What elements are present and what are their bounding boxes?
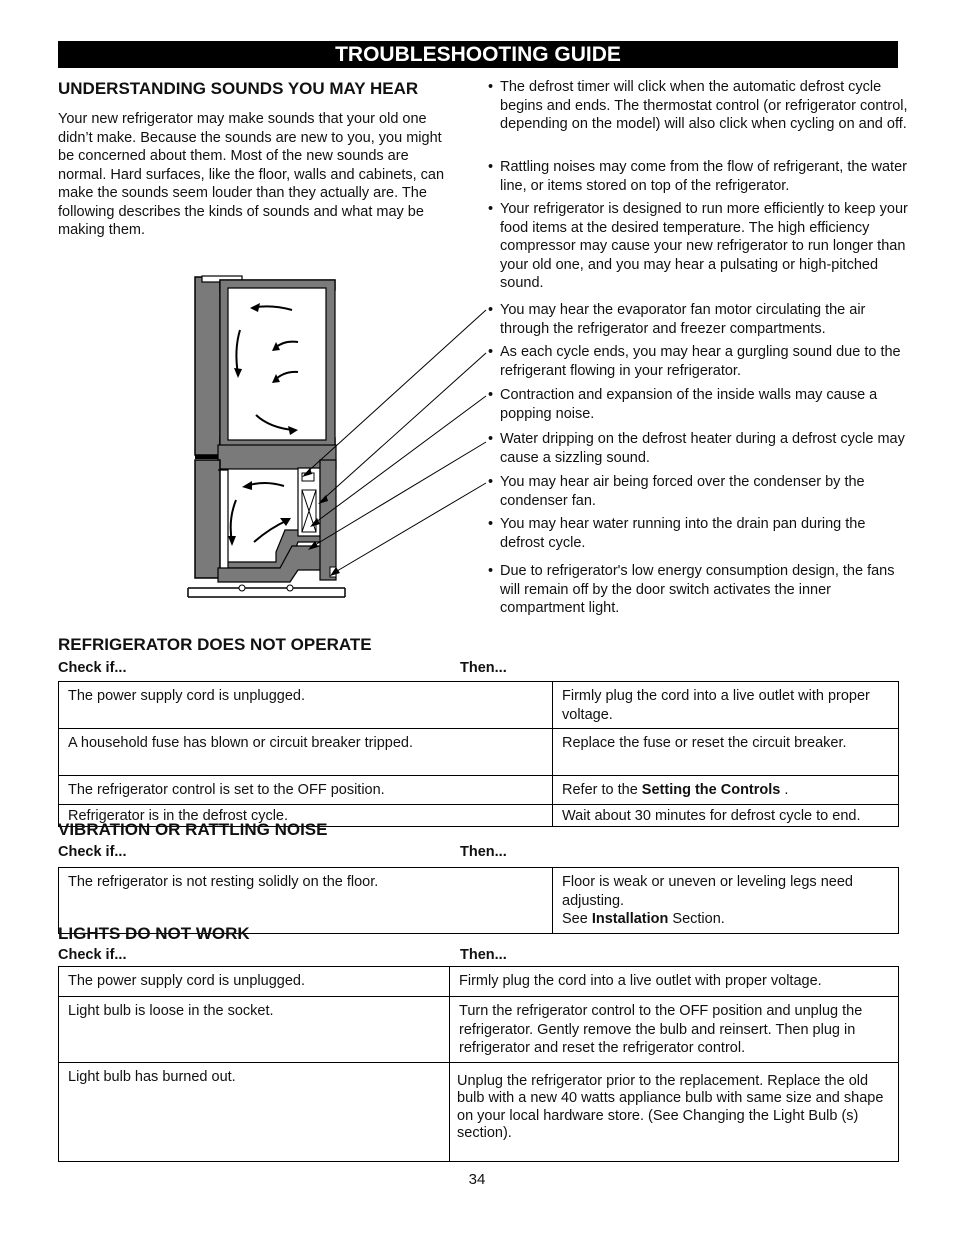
airflow-arrow (231, 500, 236, 542)
sound-bullet-drain-pan: • You may hear water running into the drain pan during the defrost cycle. (486, 515, 910, 552)
sound-bullet-gurgling: • As each cycle ends, you may hear a gurgling sound due to the refrigerant flowing in your refrigerator. (486, 343, 910, 380)
vibration-then-header: Then... (460, 844, 507, 860)
not-operate-table (58, 681, 899, 827)
table-row (59, 682, 899, 729)
check-cell: The power supply cord is unplugged. (59, 967, 450, 997)
sound-bullet-fans-off: • Due to refrigerator's low energy consumption design, the fans will remain off by the door switch activates the inner compartment light. (486, 562, 910, 618)
lights-check-header: Check if... (58, 947, 127, 963)
page-number: 34 (468, 1171, 486, 1188)
setting-the-controls-reference: Setting the Controls (641, 782, 781, 798)
then-cell: Wait about 30 minutes for defrost cycle to end. (553, 805, 899, 827)
sounds-intro: Your new refrigerator may make sounds that your old one didn’t make. Because the sounds are new to you, you might be concerned about them. Most of the new sounds are normal. Hard surfaces, like the floor, walls and cabinets, can make the sounds seem louder than they actually are. The following describes the kinds of sounds and what may be making them. (58, 111, 445, 238)
then-cell: Unplug the refrigerator prior to the replacement. Replace the old bulb with a new 40 watts appliance bulb with same size and shape on your local hardware store. (See Changing the Light Bulb (s) section). (450, 1062, 899, 1161)
sound-bullet-sizzling: • Water dripping on the defrost heater during a defrost cycle may cause a sizzling sound. (486, 430, 910, 467)
check-cell: The refrigerator is not resting solidly on the floor. (59, 868, 553, 934)
leader-line (332, 483, 486, 574)
refrigerator-base (188, 585, 345, 597)
then-text (562, 910, 889, 929)
then-text: See (562, 911, 592, 927)
leader-line (320, 353, 486, 502)
sound-bullet-popping: • Contraction and expansion of the inside walls may cause a popping noise. (486, 386, 910, 423)
sound-bullet-compressor: • Your refrigerator is designed to run more efficiently to keep your food items at the desired temperature. The high efficiency compressor may cause your new refrigerator to run longer than your old one, and you may hear a pulsating or high-pitched sound. (486, 200, 910, 293)
vibration-heading: VIBRATION OR RATTLING NOISE (58, 820, 328, 839)
then-cell (553, 776, 899, 805)
sound-bullet-condenser-fan: • You may hear air being forced over the condenser by the condenser fan. (486, 473, 910, 510)
lights-heading: LIGHTS DO NOT WORK (58, 924, 250, 943)
sounds-heading: UNDERSTANDING SOUNDS YOU MAY HEAR (58, 79, 419, 98)
sound-bullet-defrost-timer: • The defrost timer will click when the automatic defrost cycle begins and ends. The thermostat control (or refrigerator control, depending on the model) will also click when cycling on and off. (486, 78, 910, 134)
table-row (59, 729, 899, 776)
leader-line (312, 396, 486, 525)
then-cell: Firmly plug the cord into a live outlet with proper voltage. (553, 682, 899, 729)
vibration-check-header: Check if... (58, 844, 127, 860)
then-cell (553, 868, 899, 934)
then-text: . (780, 782, 789, 798)
not-operate-check-header: Check if... (58, 660, 127, 676)
then-text: Refer to the (562, 782, 642, 798)
refrigerator-diagram (180, 270, 500, 605)
refrigerator-compartment-shape (195, 276, 335, 455)
check-cell: A household fuse has blown or circuit breaker tripped. (59, 729, 553, 776)
table-row (59, 967, 899, 997)
then-cell: Turn the refrigerator control to the OFF position and unplug the refrigerator. Gently remove the bulb and reinsert. Then plug in refrigerator and reset the refrigerator control. (450, 997, 899, 1063)
then-text: Section. (668, 911, 725, 927)
installation-reference: Installation (591, 911, 669, 927)
check-cell: The refrigerator control is set to the OFF position. (59, 776, 553, 805)
check-cell: Light bulb has burned out. (59, 1062, 450, 1161)
then-cell: Firmly plug the cord into a live outlet with proper voltage. (450, 967, 899, 997)
page-title: TROUBLESHOOTING GUIDE (58, 41, 898, 68)
then-cell: Replace the fuse or reset the circuit breaker. (553, 729, 899, 776)
table-row (59, 1062, 899, 1161)
table-row (59, 776, 899, 805)
check-cell: The power supply cord is unplugged. (59, 682, 553, 729)
lights-table (58, 966, 899, 1162)
sound-bullet-evaporator-fan: • You may hear the evaporator fan motor circulating the air through the refrigerator and freezer compartments. (486, 301, 910, 338)
table-row (59, 997, 899, 1063)
not-operate-then-header: Then... (460, 660, 507, 676)
lights-then-header: Then... (460, 947, 507, 963)
then-text: Floor is weak or uneven or leveling legs need adjusting. (562, 874, 853, 909)
check-cell: Refrigerator is in the defrost cycle. (59, 805, 553, 827)
sound-bullet-rattling: • Rattling noises may come from the flow of refrigerant, the water line, or items stored on top of the refrigerator. (486, 158, 910, 195)
not-operate-heading: REFRIGERATOR DOES NOT OPERATE (58, 635, 372, 654)
check-cell: Light bulb is loose in the socket. (59, 997, 450, 1063)
